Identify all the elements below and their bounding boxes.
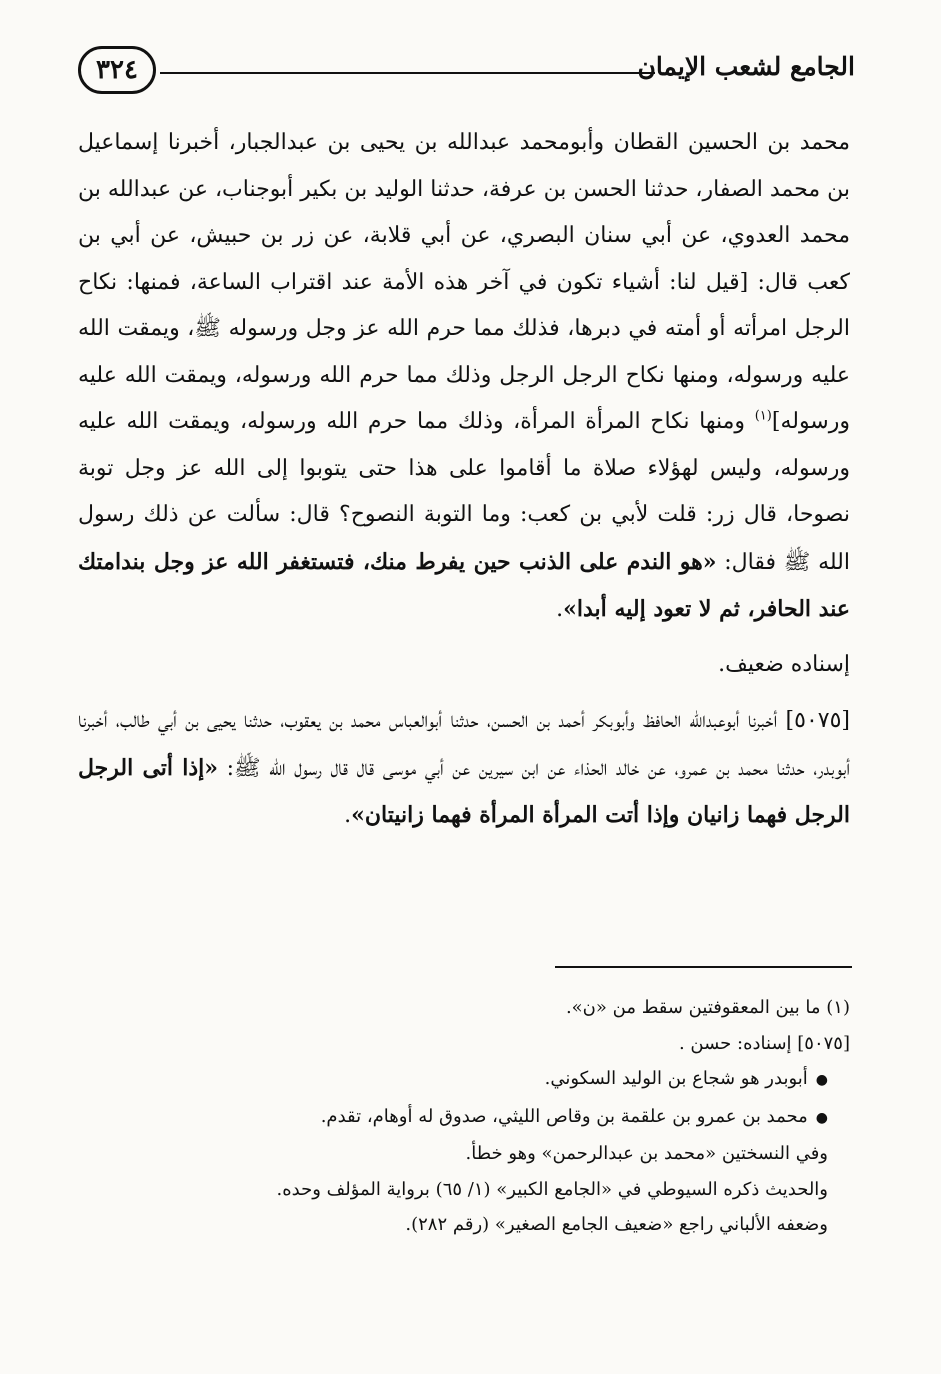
hadith-2-quote: «إذا أتى الرجل الرجل فهما زانيان وإذا أتت المرأة المرأة فهما زانيتان» (78, 754, 850, 828)
hadith-1-quote: «هو الندم على الذنب حين يفرط منك، فتستغفر الله عز وجل بندامتك عند الحافر، ثم لا تعود إليه أبدا» (78, 548, 850, 622)
header-rule (160, 72, 655, 74)
bullet-icon: ● (815, 1109, 828, 1126)
hadith-paragraph-1 (78, 120, 850, 634)
hadith-1-end: . (556, 597, 564, 622)
hadith-1-text: محمد بن الحسين القطان وأبومحمد عبدالله بن يحيى بن عبدالجبار، أخبرنا إسماعيل بن محمد الصفار، حدثنا الحسن بن عرفة، حدثنا الوليد بن بكير أبوجناب، عن عبدالله بن محمد العدوي، عن أبي سنان البصري، عن أبي قلابة، عن زر بن حبيش، عن أبي بن كعب قال: [قيل لنا: أشياء تكون في آخر هذه الأمة عند اقتراب الساعة، فمنها: نكاح الرجل امرأته أو أمته في دبرها، فذلك مما حرم الله عز وجل ورسوله ﷺ، ويمقت الله عليه ورسوله، ومنها نكاح الرجل الرجل وذلك مما حرم الله ورسوله، ويمقت الله عليه ورسوله] (78, 130, 850, 434)
bullet-1-text: أبوبدر هو شجاع بن الوليد السكوني. (544, 1068, 808, 1089)
hadith-1-text-cont: ومنها نكاح المرأة المرأة، وذلك مما حرم الله ورسوله، ويمقت الله عليه ورسوله، وليس لهؤلاء صلاة ما أقاموا على هذا حتى يتوبوا إلى الله عز وجل توبة نصوحا، قال زر: قلت لأبي بن كعب: وما التوبة النصوح؟ قال: سألت عن ذلك رسول الله ﷺ فقال: (78, 409, 850, 575)
footnote-2-label: [٥٠٧٥] (797, 1032, 850, 1054)
footnote-bullet-2 (150, 1099, 850, 1137)
isnad-grading: إسناده ضعيف. (718, 651, 850, 677)
footnote-line-4: والحديث ذكره السيوطي في «الجامع الكبير» (١/ ٦٥) برواية المؤلف وحده. (276, 1178, 828, 1200)
footnote-line-3: وفي النسختين «محمد بن عبدالرحمن» وهو خطأ. (465, 1143, 828, 1164)
page-number: ٣٢٤ (78, 46, 156, 94)
page-header (70, 42, 855, 102)
hadith-paragraph-2 (78, 698, 850, 840)
hadith-2-text: أخبرنا أبوعبدالله الحافظ وأبوبكر أحمد بن الحسن، حدثنا أبوالعباس محمد بن يعقوب، حدثنا يحيى بن أبي طالب، أخبرنا أبوبدر، حدثنا محمد بن عمرو، عن خالد الحذاء عن ابن سيرين عن أبي موسى قال قال رسول الله ﷺ: (78, 708, 850, 781)
footnote-line-5: وضعفه الألباني راجع «ضعيف الجامع الصغير» (رقم ٢٨٢). (405, 1214, 828, 1235)
hadith-2-end: . (344, 803, 352, 828)
footnote-ref-1: (١) (754, 408, 772, 424)
running-title: الجامع لشعب الإيمان (637, 52, 855, 81)
footnote-separator (555, 966, 852, 968)
hadith-number: [٥٠٧٥] (785, 708, 850, 733)
footnote-1: (١) ما بين المعقوفتين سقط من «ن». (565, 997, 850, 1018)
main-text (78, 120, 850, 840)
bullet-2-text: محمد بن عمرو بن علقمة بن وقاص الليثي، صدوق له أوهام، تقدم. (320, 1105, 808, 1127)
footnote-2-text: إسناده: حسن . (678, 1032, 798, 1054)
footnote-bullet-1 (150, 1061, 850, 1099)
footnote-2 (150, 1026, 850, 1062)
footnotes (150, 990, 850, 1243)
bullet-icon: ● (815, 1072, 828, 1088)
